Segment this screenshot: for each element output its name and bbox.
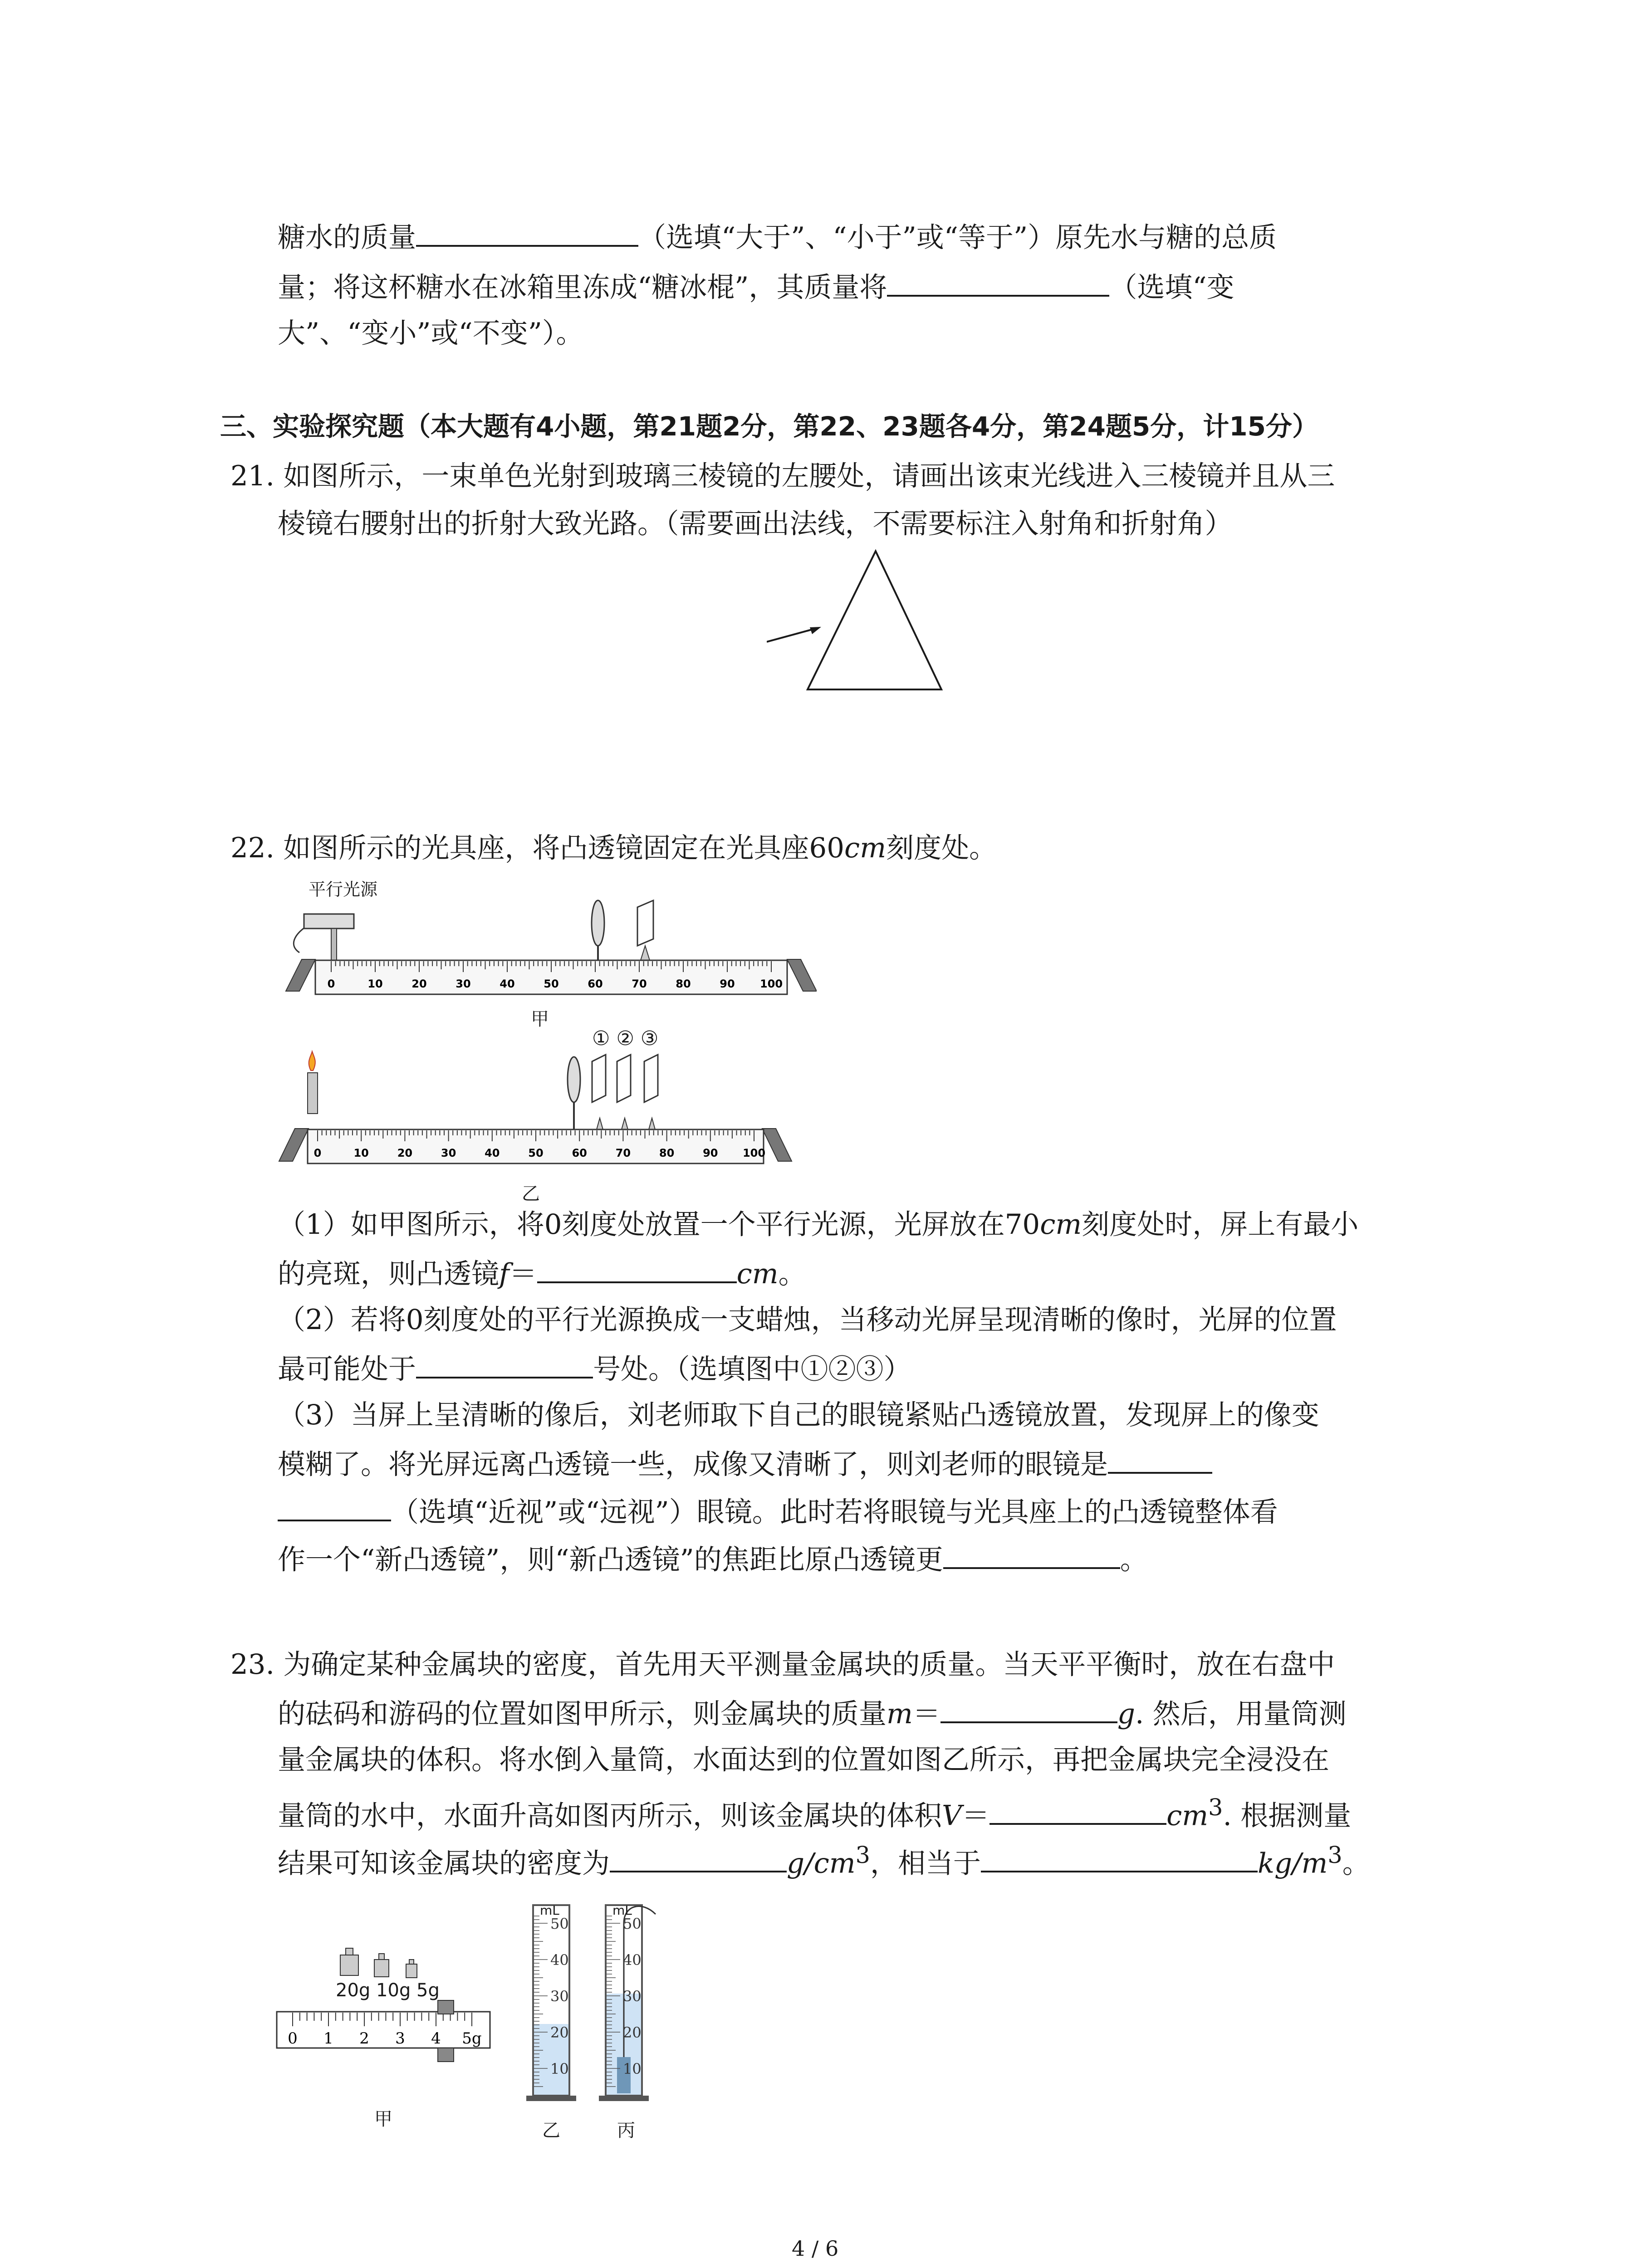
convex-lens	[568, 1057, 580, 1102]
fig-caption-cyl-bing: 丙	[617, 2120, 635, 2141]
ruler-tick-label: 80	[659, 1147, 675, 1159]
ruler-tick-label: 70	[615, 1147, 631, 1159]
ruler-tick-label: 10	[367, 978, 383, 990]
ruler-tick-label: 100	[759, 978, 783, 990]
answer-blank[interactable]	[416, 218, 638, 247]
ruler-tick-label: 90	[703, 1147, 718, 1159]
fig-caption-cyl-yi: 乙	[542, 2120, 560, 2141]
answer-blank[interactable]	[610, 1843, 787, 1872]
answer-blank[interactable]	[537, 1254, 737, 1283]
prism-triangle	[808, 551, 941, 689]
q22-part3-line3: （选填“近视”或“远视”）眼镜。此时若将眼镜与光具座上的凸透镜整体看	[278, 1492, 1278, 1530]
ruler-tick-label: 50	[528, 1147, 544, 1159]
ruler-tick-label: 20	[411, 978, 427, 990]
screen-3	[644, 1055, 658, 1102]
arrow-head-icon	[810, 627, 821, 634]
rider-bottom	[438, 2048, 454, 2062]
ruler-tick-label: 30	[441, 1147, 456, 1159]
ruler-tick-label: 40	[485, 1147, 500, 1159]
incident-ray	[767, 628, 817, 642]
q22-part1-line1: （1）如甲图所示，将0刻度处放置一个平行光源，光屏放在70cm刻度处时，屏上有最小	[278, 1208, 1359, 1241]
q22-part3-line2: 模糊了。将光屏远离凸透镜一些，成像又清晰了，则刘老师的眼镜是	[278, 1445, 1212, 1483]
answer-blank[interactable]	[981, 1843, 1258, 1872]
answer-blank[interactable]	[278, 1492, 391, 1521]
cylinder-tick-label: 10	[550, 2060, 569, 2077]
section-heading: 三、实验探究题（本大题有4小题，第21题2分，第22、23题各4分，第24题5分，计15分）	[220, 411, 1318, 442]
weight-20g	[340, 1948, 358, 1975]
page-number: 4 / 6	[792, 2236, 839, 2261]
cylinder-tick-label: 30	[550, 1988, 569, 2005]
q20-line-1: 糖水的质量 （选填“大于”、“小于”或“等于”）原先水与糖的总质	[278, 218, 1277, 256]
fig-caption-jia: 甲	[531, 1009, 549, 1030]
fig-caption-balance: 甲	[374, 2109, 392, 2130]
cylinder-bing	[597, 1896, 669, 2105]
q20-line-2: 量；将这杯糖水在冰箱里冻成“糖冰棍”，其质量将 （选填“变	[278, 268, 1234, 306]
ruler-tick-label: 90	[720, 978, 735, 990]
q21-line-1: 21. 如图所示，一束单色光射到玻璃三棱镜的左腰处，请画出该束光线进入三棱镜并且从三	[230, 460, 1335, 492]
q23-line-3: 量金属块的体积。将水倒入量筒，水面达到的位置如图乙所示，再把金属块完全浸没在	[278, 1744, 1330, 1776]
weights-label: 20g 10g 5g	[336, 1980, 440, 2001]
prism-figure	[767, 547, 957, 701]
balance-tick-label: 3	[395, 2029, 405, 2048]
answer-blank[interactable]	[887, 268, 1109, 297]
screen-1	[592, 1055, 606, 1102]
ruler-tick-label: 20	[397, 1147, 413, 1159]
cylinder-tick-label: 20	[623, 2024, 642, 2041]
cylinder-tick-label: 40	[550, 1951, 569, 1969]
light-screen	[637, 900, 653, 946]
q22-part2-line2: 最可能处于 号处。（选填图中①②③）	[278, 1349, 911, 1388]
ruler-tick-label: 80	[676, 978, 691, 990]
cylinder-yi	[524, 1896, 578, 2105]
optical-bench-yi	[272, 1012, 817, 1175]
ruler-tick-label: 70	[632, 978, 647, 990]
answer-blank[interactable]	[943, 1540, 1120, 1569]
balance-tick-label: 4	[431, 2029, 441, 2048]
ruler-tick-label: 100	[742, 1147, 766, 1159]
q22-intro: 22. 如图所示的光具座，将凸透镜固定在光具座60cm刻度处。	[230, 832, 997, 864]
screen-position-marks: ① ② ③	[592, 1027, 659, 1050]
screen-2	[617, 1055, 631, 1102]
cylinder-bing-unit: mL	[612, 1903, 632, 1918]
weight-10g	[374, 1954, 389, 1977]
q23-line-2: 的砝码和游码的位置如图甲所示，则金属块的质量m＝ g. 然后，用量筒测	[278, 1694, 1347, 1732]
balance-tick-label: 1	[323, 2029, 333, 2048]
weight-5g	[406, 1960, 417, 1978]
balance-tick-label: 5g	[462, 2029, 482, 2048]
ruler-tick-label: 0	[327, 978, 335, 990]
ruler-tick-label: 10	[353, 1147, 369, 1159]
answer-blank[interactable]	[416, 1349, 593, 1378]
cylinder-tick-label: 40	[623, 1951, 642, 1969]
cylinder-tick-label: 10	[623, 2060, 642, 2077]
light-source-box	[304, 914, 354, 929]
parallel-light-source-label: 平行光源	[309, 880, 378, 899]
cylinder-tick-label: 30	[623, 1988, 642, 2005]
q22-part2-line1: （2）若将0刻度处的平行光源换成一支蜡烛，当移动光屏呈现清晰的像时，光屏的位置	[278, 1304, 1337, 1336]
q22-part1-line2: 的亮斑，则凸透镜f＝ cm。	[278, 1254, 806, 1292]
ruler-tick-label: 40	[500, 978, 515, 990]
convex-lens	[592, 900, 604, 946]
ruler-tick-label: 60	[588, 978, 603, 990]
balance-tick-label: 2	[359, 2029, 369, 2048]
candle-flame-icon	[309, 1051, 315, 1070]
q23-line-5: 结果可知该金属块的密度为 $g/cm^3$，相当于 $kg/m^3$。	[278, 1842, 1370, 1880]
candle	[308, 1073, 318, 1114]
q20-line-3: 大”、“变小”或“不变”）。	[278, 317, 584, 349]
q21-line-2: 棱镜右腰射出的折射大致光路。（需要画出法线，不需要标注入射角和折射角）	[278, 508, 1233, 540]
q23-line-4: 量筒的水中，水面升高如图丙所示，则该金属块的体积$V= cm^3$. 根据测量	[278, 1794, 1352, 1832]
rider-top	[438, 2000, 454, 2014]
optical-bench-jia	[272, 898, 817, 1002]
cylinder-yi-unit: mL	[540, 1903, 559, 1918]
q23-line-1: 23. 为确定某种金属块的密度，首先用天平测量金属块的质量。当天平平衡时，放在右盘中	[230, 1648, 1335, 1681]
balance-tick-label: 0	[288, 2029, 298, 2048]
answer-blank[interactable]	[989, 1796, 1166, 1825]
cylinder-tick-label: 50	[550, 1915, 569, 1932]
balance-figure	[272, 1937, 499, 2091]
answer-blank[interactable]	[1108, 1445, 1212, 1474]
q22-part3-line1: （3）当屏上呈清晰的像后，刘老师取下自己的眼镜紧贴凸透镜放置，发现屏上的像变	[278, 1399, 1319, 1431]
ruler-tick-label: 50	[544, 978, 559, 990]
cylinder-tick-label: 50	[623, 1915, 642, 1932]
ruler-tick-label: 60	[572, 1147, 587, 1159]
beam-scale	[277, 2012, 490, 2048]
q22-part3-line4: 作一个“新凸透镜”，则“新凸透镜”的焦距比原凸透镜更 。	[278, 1540, 1148, 1578]
ruler-tick-label: 0	[314, 1147, 322, 1159]
fig-caption-yi: 乙	[522, 1183, 540, 1204]
ruler-tick-label: 30	[456, 978, 471, 990]
cylinder-tick-label: 20	[550, 2024, 569, 2041]
answer-blank[interactable]	[941, 1694, 1117, 1723]
